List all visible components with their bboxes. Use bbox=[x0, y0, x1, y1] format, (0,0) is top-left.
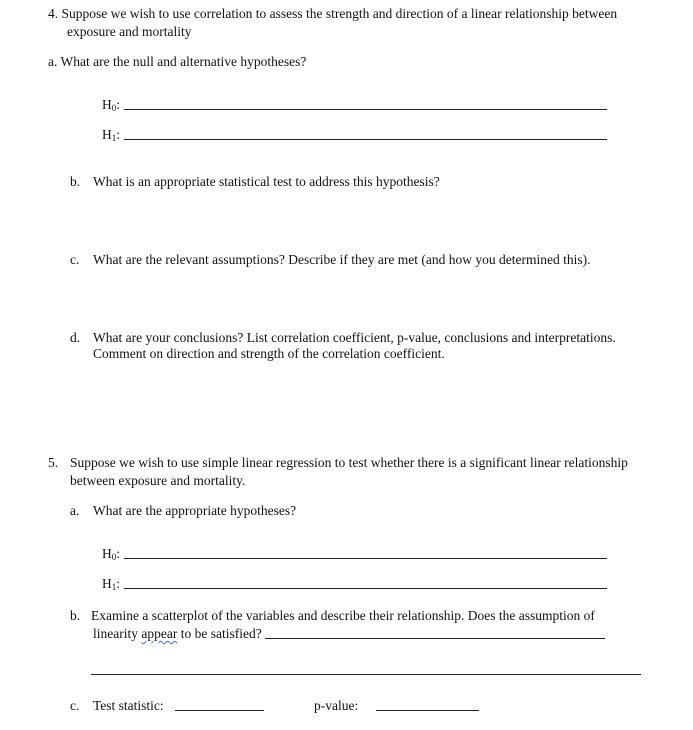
q5c-marker: c. bbox=[70, 698, 80, 713]
q5b-marker: b. bbox=[70, 608, 81, 623]
q5b-answer-line-1[interactable] bbox=[265, 638, 605, 639]
q5c-test-statistic-label: Test statistic: bbox=[93, 698, 164, 713]
q5-text-line1: Suppose we wish to use simple linear regression to test whether there is a significant linear relationship bbox=[70, 455, 628, 470]
q4b-text: What is an appropriate statistical test to address this hypothesis? bbox=[93, 174, 440, 189]
q5c-test-statistic-line[interactable] bbox=[175, 710, 264, 711]
q5b-spellcheck-word: appear bbox=[141, 626, 178, 641]
q5a-text: What are the appropriate hypotheses? bbox=[93, 503, 297, 518]
q4d-text-line1: What are your conclusions? List correlation coefficient, p-value, conclusions and interpretations. bbox=[93, 330, 616, 345]
q4a-h0-answer-line[interactable] bbox=[124, 109, 607, 110]
q4d-text-line2: Comment on direction and strength of the correlation coefficient. bbox=[93, 346, 445, 361]
q5b-text-line2: linearity appear to be satisfied? bbox=[93, 626, 262, 641]
q5a-h1-answer-line[interactable] bbox=[124, 588, 607, 589]
q5b-answer-line-2[interactable] bbox=[91, 674, 641, 675]
q4b-marker: b. bbox=[70, 174, 81, 189]
q5-text-line2: between exposure and mortality. bbox=[70, 473, 246, 488]
q4d-marker: d. bbox=[70, 330, 81, 345]
q4a-h1-label: $H_1$: bbox=[102, 127, 121, 143]
q4a-h0-label: $H_0$: bbox=[102, 97, 121, 113]
q5c-pvalue-label: p-value: bbox=[314, 698, 359, 713]
q4c-text: What are the relevant assumptions? Describe if they are met (and how you determined this). bbox=[93, 252, 591, 267]
q5a-h0-answer-line[interactable] bbox=[124, 558, 607, 559]
q5c-pvalue-line[interactable] bbox=[376, 710, 479, 711]
q4c-marker: c. bbox=[70, 252, 80, 267]
q4a-h1-answer-line[interactable] bbox=[124, 139, 607, 140]
q5a-marker: a. bbox=[70, 503, 80, 518]
q5b-text-line1: Examine a scatterplot of the variables and describe their relationship. Does the assumption of bbox=[91, 608, 595, 623]
q4a-label: a. What are the null and alternative hypotheses? bbox=[48, 54, 307, 69]
q4-text-line2: exposure and mortality bbox=[67, 24, 192, 39]
q5a-h1-label: $H_1$: bbox=[102, 576, 121, 592]
q5-marker: 5. bbox=[48, 455, 59, 470]
q5a-h0-label: $H_0$: bbox=[102, 546, 121, 562]
q4-text-line1: 4. Suppose we wish to use correlation to assess the strength and direction of a linear relationship between bbox=[48, 6, 618, 21]
